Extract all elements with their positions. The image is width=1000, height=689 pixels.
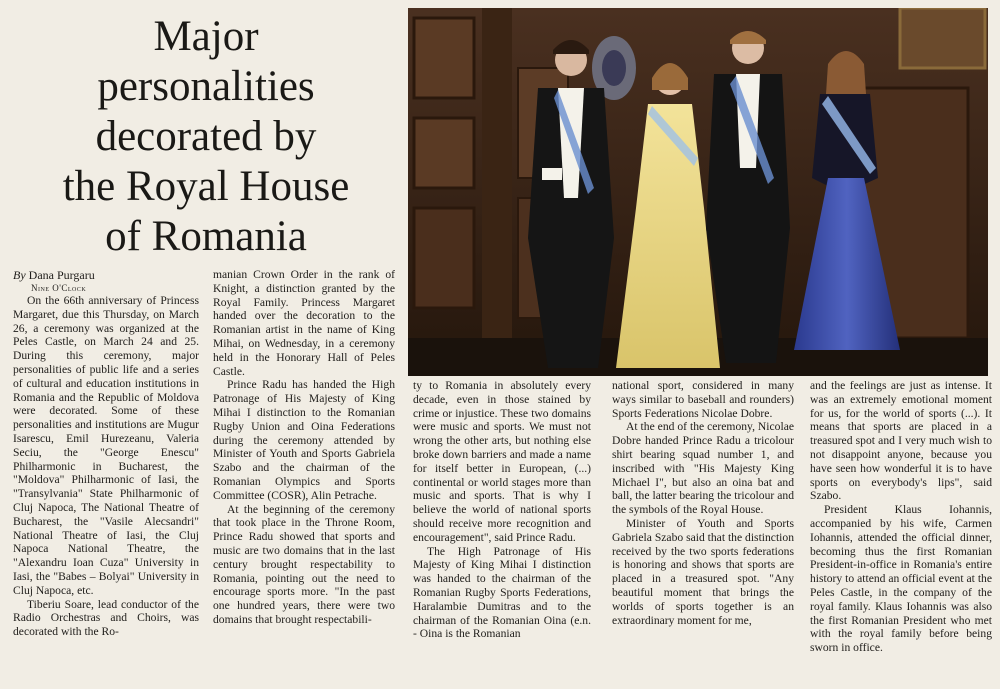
paragraph: Minister of Youth and Sports Gabriela Szabo said that the distinction received by the two sports federations is honoring and shows that sports are placed in a treasured spot. "Any beautiful moment that brings the worlds of sports together is an extraordinary moment for me, <box>612 516 794 627</box>
source-name: Nine O'Clock <box>31 283 87 293</box>
paragraph: President Klaus Iohannis, accompanied by his wife, Carmen Iohannis, attended the official dinner, becoming thus the first Romanian President-in-office in Romania's entire history to attend an official event at the Peles Castle, in the company of the royal family. Klaus Iohannis was also the first Romanian President who met with the royal family before being sworn in office. <box>810 503 992 655</box>
paragraph: and the feelings are just as intense. It was an extremely emotional moment for us, for the world of sports (...). It means that sports are placed in a treasured spot and I very much wish to not disappoint anyone, because you have seen how wonderful it is to have sports on everybody's lips", said Szabo. <box>810 379 992 503</box>
article-column-3 <box>413 379 591 641</box>
paragraph: manian Crown Order in the rank of Knight, a distinction granted by the Royal Family. Princess Margaret handed over the decoration to the Romanian artist in the name of King Mihai, on Wednesday, in a ceremony held in the Honorary Hall of Peles Castle. <box>213 268 395 378</box>
article-column-2 <box>213 268 395 627</box>
paragraph: Prince Radu has handed the High Patronage of His Majesty of King Mihai I distinction to the Romanian Rugby Union and Oina Federations during the ceremony attended by Minister of Youth and Sports Gabriela Szabo and the chairman of the Romanian Olympics and Sports Committee (COSR), Alin Petrache. <box>213 378 395 502</box>
headline <box>10 12 402 262</box>
headline-line: personalities <box>97 63 315 110</box>
article-column-5 <box>810 379 992 655</box>
headline-line: the Royal House <box>62 163 350 210</box>
article-column-4 <box>612 379 794 627</box>
paragraph: ty to Romania in absolutely every decade, even in those stained by crime or injustice. These two domains were music and sports. We must not wrong the other arts, but nothing else broke down barriers and made a name for itself better in European, (...) continental or world stages more than music and sports. That is why I believe the world of national sports should receive more recognition and encouragement", said Prince Radu. <box>413 379 591 544</box>
paragraph: The High Patronage of His Majesty of King Mihai I distinction was handed to the chairman of the Romanian Rugby Sports Federations, Haralambie Dumitras and to the chairman of the Romanian Oina (e.n. - Oina is the Romanian <box>413 544 591 641</box>
headline-line: Major <box>153 13 259 60</box>
paragraph: At the beginning of the ceremony that took place in the Throne Room, Prince Radu showed that sports and music are two domains that in the last century brought respectability to Romania, pointing out the need to encourage sports more. "In the past one hundred years, there were two domains that brought respectabili- <box>213 502 395 626</box>
byline <box>13 268 199 282</box>
author-name: Dana Purgaru <box>28 268 95 282</box>
paragraph: On the 66th anniversary of Princess Margaret, due this Thursday, on March 26, a ceremony was organized at the Peles Castle, on March 24 and 25. During this ceremony, major personalities of public life and a series of cultural and education institutions in Romania and the Republic of Moldova were decorated. Some of these personalities and institutions are Mugur Isarescu, Emil Hurezeanu, Valeria Seciu, the "George Enescu" Philharmonic in Bucharest, the "Moldova" Philharmonic of Iasi, the "Transylvania" State Philharmonic of Cluj Napoca, The National Theatre of Bucharest, the "Vasile Alecsandri" National Theatre of Iasi, the Cluj Napoca National Theatre, the "Alexandru Ioan Cuza" University in Iasi, the "Babes – Bolyai" University in Cluj Napoca, etc. <box>13 294 199 597</box>
headline-line: of Romania <box>105 213 307 260</box>
paragraph: national sport, considered in many ways similar to baseball and rounders) Sports Federations Nicolae Dobre. <box>612 379 794 420</box>
headline-line: decorated by <box>95 113 317 160</box>
article-column-1 <box>13 268 199 639</box>
article-photo <box>408 8 988 376</box>
byline-prefix: By <box>13 268 26 282</box>
royal-family-photo <box>408 8 988 376</box>
paragraph: Tiberiu Soare, lead conductor of the Radio Orchestras and Choirs, was decorated with the Ro- <box>13 597 199 639</box>
paragraph: At the end of the ceremony, Nicolae Dobre handed Prince Radu a tricolour shirt bearing squad number 1, and inscribed with "His Majesty King Michael I", but also an oina bat and ball, the latter bearing the tricolour and the symbols of the Royal House. <box>612 420 794 517</box>
